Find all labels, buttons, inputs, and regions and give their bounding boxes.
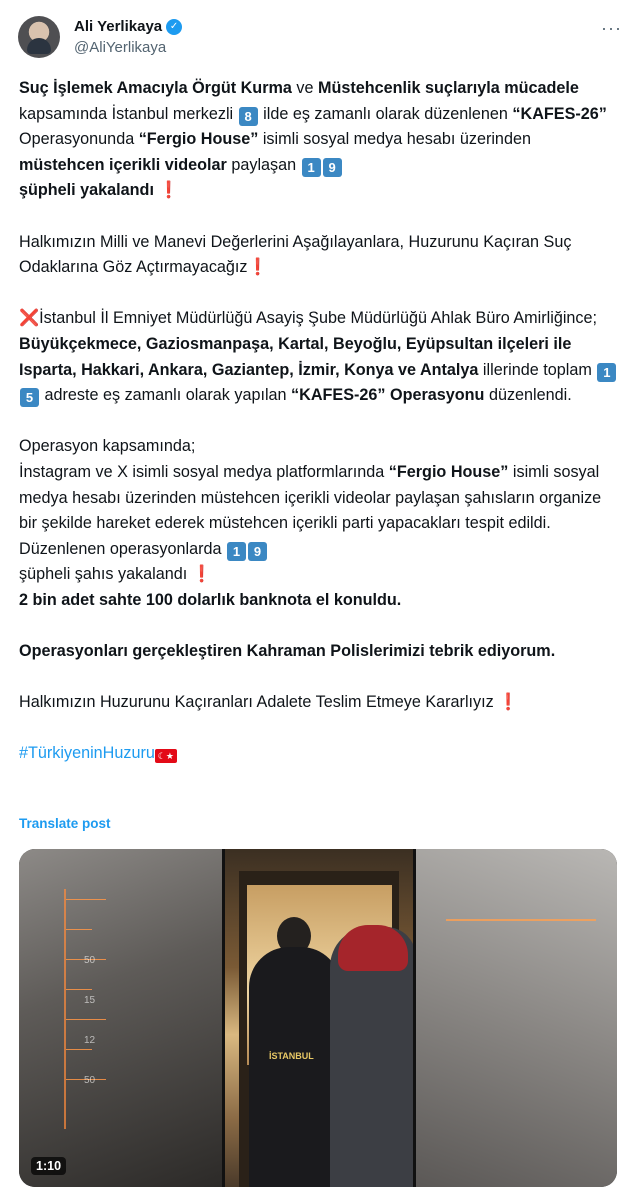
post-text xyxy=(19,76,619,767)
text: ilde eş zamanlı olarak düzenlenen xyxy=(258,104,513,123)
scale-number: 12 xyxy=(84,1035,96,1046)
scale-number: 15 xyxy=(84,995,96,1006)
author-handle[interactable]: @AliYerlikaya xyxy=(74,39,167,56)
text: Operasyon kapsamında; xyxy=(19,437,196,456)
text-bold: Suç İşlemek Amacıyla Örgüt Kurma xyxy=(19,79,292,97)
translate-post-link[interactable]: Translate post xyxy=(19,816,111,831)
text: Halkımızın Huzurunu Kaçıranları Adalete Teslim Etmeye Kararlıyız xyxy=(19,693,494,712)
video-timestamp: 1:10 xyxy=(31,1157,66,1175)
video-frame-center xyxy=(222,849,416,1187)
exclamation-icon: ❗ xyxy=(498,693,519,712)
text-bold: “KAFES-26” Operasyonu xyxy=(291,386,485,405)
text: İstanbul İl Emniyet Müdürlüğü Asayiş Şube Müdürlüğü Ahlak Büro Amirliğince; xyxy=(39,309,598,328)
keycap-9-icon: 9 xyxy=(323,158,342,177)
scale-number: 50 xyxy=(84,955,96,966)
hashtag-line xyxy=(19,741,619,767)
text: İnstagram ve X isimli sosyal medya platformlarında xyxy=(19,462,389,481)
verified-badge-icon: ✓ xyxy=(166,19,182,35)
text: paylaşan xyxy=(226,155,301,174)
text: illerinde toplam xyxy=(478,360,597,379)
rangefinder-line xyxy=(446,919,596,921)
text-bold: “Fergio House” xyxy=(138,130,259,149)
author-name-row[interactable] xyxy=(74,18,182,35)
keycap-1-icon: 1 xyxy=(597,363,616,382)
exclamation-icon: ❗ xyxy=(191,565,212,584)
paragraph-2 xyxy=(19,230,619,281)
paragraph-4 xyxy=(19,434,619,613)
scale-number: 50 xyxy=(84,1075,96,1086)
cross-mark-icon: ❌ xyxy=(19,309,40,328)
keycap-5-icon: 5 xyxy=(20,388,39,407)
hashtag-link[interactable]: #TürkiyeninHuzuru xyxy=(19,744,155,763)
exclamation-icon: ❗ xyxy=(158,181,179,200)
keycap-9-icon: 9 xyxy=(248,542,267,561)
video-frame-left xyxy=(19,849,222,1187)
text: kapsamında İstanbul merkezli xyxy=(19,104,238,123)
text: şüpheli şahıs yakalandı xyxy=(19,565,192,584)
text-bold: “KAFES-26” xyxy=(512,104,607,123)
keycap-1-icon: 1 xyxy=(227,542,246,561)
turkey-flag-icon: ☾★ xyxy=(155,749,177,763)
author-names xyxy=(74,18,182,56)
text-bold: şüpheli yakalandı xyxy=(19,181,154,200)
paragraph-3 xyxy=(19,306,619,408)
text-bold: Büyükçekmece, Gaziosmanpaşa, Kartal, Beyoğlu, Eyüpsultan ilçeleri ile Isparta, Hakkari, Ankara, Gaziantep, İzmir, Konya ve Antalya xyxy=(19,334,572,379)
video-player[interactable] xyxy=(19,849,617,1187)
exclamation-icon: ❗ xyxy=(247,258,268,277)
text: Halkımızın Milli ve Manevi Değerlerini Aşağılayanlara, Huzurunu Kaçıran Suç Odaklarına Göz Açtırmayacağız xyxy=(19,232,572,277)
text: Operasyonunda xyxy=(19,130,139,149)
red-hood xyxy=(338,925,408,971)
post-header xyxy=(18,14,626,64)
more-options-icon[interactable]: ··· xyxy=(601,18,622,38)
paragraph-5 xyxy=(19,639,619,665)
paragraph-6 xyxy=(19,690,619,716)
officer-figure-hooded xyxy=(330,927,416,1187)
keycap-8-icon: 8 xyxy=(239,107,258,126)
jacket-text: İSTANBUL xyxy=(268,1051,314,1061)
avatar[interactable] xyxy=(18,16,60,58)
author-display-name[interactable]: Ali Yerlikaya xyxy=(74,18,163,35)
text: isimli sosyal medya hesabı üzerinden xyxy=(258,130,531,149)
text-bold: Müstehcenlik suçlarıyla mücadele xyxy=(318,79,579,97)
text: adreste eş zamanlı olarak yapılan xyxy=(40,386,292,405)
paragraph-1 xyxy=(19,76,619,204)
text: düzenlendi. xyxy=(484,386,572,405)
text-bold: Operasyonları gerçekleştiren Kahraman Polislerimizi tebrik ediyorum. xyxy=(19,642,556,661)
video-frame-right xyxy=(416,849,617,1187)
text: ve xyxy=(291,79,318,97)
rangefinder-scale xyxy=(64,889,126,1129)
officer-figure xyxy=(249,947,341,1187)
keycap-1-icon: 1 xyxy=(302,158,321,177)
text-bold: 2 bin adet sahte 100 dolarlık banknota el konuldu. xyxy=(19,590,402,609)
text-bold: müstehcen içerikli videolar xyxy=(19,155,227,174)
text-bold: “Fergio House” xyxy=(388,462,509,481)
text: isimli sosyal medya hesabı üzerinden müstehcen içerikli videolar paylaşan şahısların organize bir şekilde hareket ederek müstehcen içerikli parti yapacakları tespit edildi. Düzenlenen operasyonlarda xyxy=(19,462,602,558)
